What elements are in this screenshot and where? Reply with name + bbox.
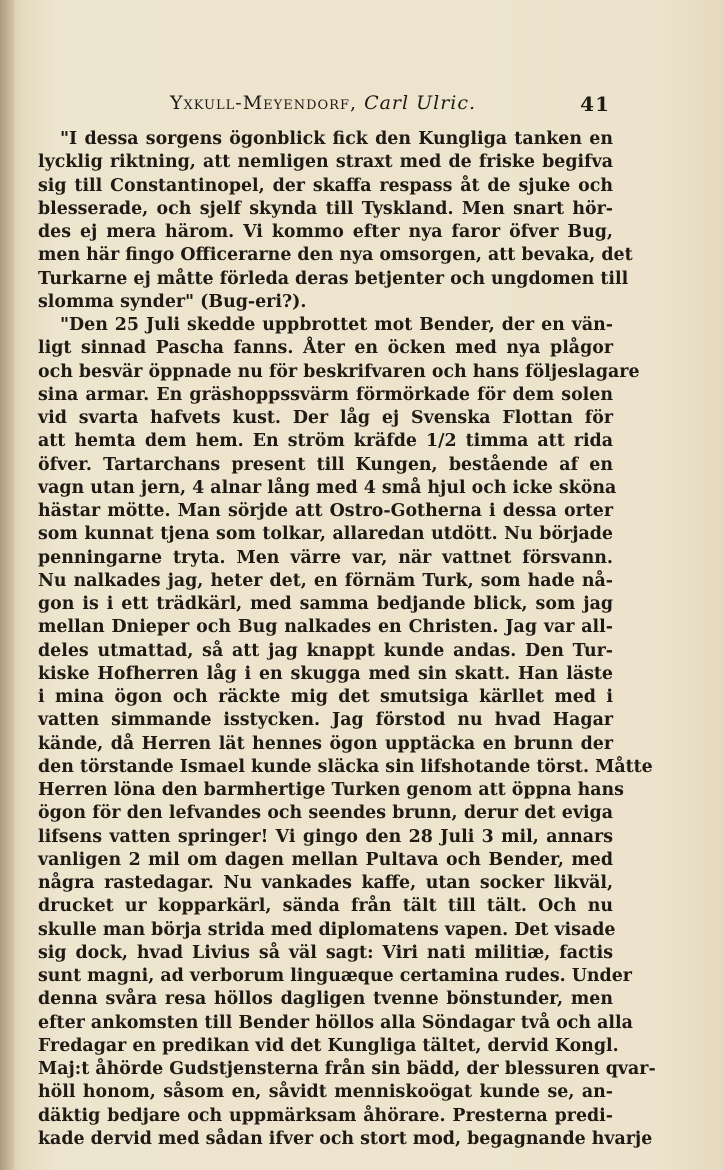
text-line: och besvär öppnade nu för beskrifvaren och hans följeslagare	[38, 361, 640, 382]
page-gutter-shadow	[0, 0, 14, 1170]
text-line: Herren löna den barmhertige Turken genom att öppna hans	[38, 780, 624, 800]
page-header	[170, 92, 610, 124]
body-text	[38, 128, 656, 1151]
text-line: sina armar. En gräshoppssvärm förmörkade för dem solen	[38, 384, 613, 405]
text-line: några rastedagar. Nu vankades kaffe, utan socker likväl,	[38, 873, 613, 893]
text-line: ligt sinnad Pascha fanns. Åter en öcken med nya plågor	[38, 338, 613, 359]
text-line: sig dock, hvad Livius så väl sagt: Viri nati militiæ, factis	[38, 942, 613, 963]
text-line: "I dessa sorgens ögonblick fick den Kungliga tanken en	[60, 129, 613, 149]
text-line: Fredagar en predikan vid det Kungliga tältet, dervid Kongl.	[38, 1035, 619, 1056]
running-head	[170, 92, 476, 114]
text-line: sig till Constantinopel, der skaffa respass åt de sjuke och	[38, 175, 613, 196]
text-line: penningarne tryta. Men värre var, när vattnet försvann.	[38, 547, 613, 568]
text-line: däktig bedjare och uppmärksam åhörare. Presterna predi-	[38, 1105, 613, 1126]
text-line: des ej mera härom. Vi kommo efter nya faror öfver Bug,	[38, 222, 613, 242]
page-number: 41	[580, 92, 610, 116]
text-line: ögon för den lefvandes och seendes brunn, derur det eviga	[38, 803, 613, 824]
text-line: kade dervid med sådan ifver och stort mod, begagnande hvarje	[38, 1128, 653, 1149]
text-line: slomma synder" (Bug-eri?).	[38, 291, 307, 312]
running-head-given-name: Carl Ulric.	[364, 92, 477, 114]
text-line: vatten simmande isstycken. Jag förstod nu hvad Hagar	[38, 710, 613, 731]
text-line: den törstande Ismael kunde släcka sin lifshotande törst. Måtte	[38, 756, 653, 777]
text-line: lifsens vatten springer! Vi gingo den 28 Juli 3 mil, annars	[38, 826, 613, 847]
text-line: vanligen 2 mil om dagen mellan Pultava och Bender, med	[38, 849, 613, 870]
text-line: hästar mötte. Man sörjde att Ostro-Gotherna i dessa orter	[38, 501, 613, 521]
text-line: gon is i ett trädkärl, med samma bedjande blick, som jag	[38, 594, 613, 614]
text-line: skulle man börja strida med diplomatens vapen. Det visade	[38, 919, 616, 940]
text-line: drucket ur kopparkärl, sända från tält till tält. Och nu	[38, 896, 613, 917]
text-line: sunt magni, ad verborum linguæque certamina rudes. Under	[38, 966, 632, 986]
text-line: kände, då Herren lät hennes ögon upptäcka en brunn der	[38, 733, 613, 754]
text-line: vagn utan jern, 4 alnar lång med 4 små hjul och icke sköna	[38, 477, 617, 498]
text-line: att hemta dem hem. En ström kräfde 1/2 timma att rida	[38, 431, 613, 452]
text-line: vid svarta hafvets kust. Der låg ej Svenska Flottan för	[38, 408, 613, 428]
running-head-author: Yxkull-Meyendorf,	[170, 92, 358, 114]
text-line: kiske Hofherren låg i en skugga med sin skatt. Han läste	[38, 663, 613, 684]
text-line: höll honom, såsom en, såvidt menniskoögat kunde se, an-	[38, 1082, 613, 1103]
text-line: blesserade, och sjelf skynda till Tyskland. Men snart hör-	[38, 198, 613, 219]
text-line: Nu nalkades jag, heter det, en förnäm Turk, som hade nå-	[38, 570, 613, 591]
text-line: men här fingo Officerarne den nya omsorgen, att bevaka, det	[38, 245, 633, 266]
text-line: mellan Dnieper och Bug nalkades en Christen. Jag var all-	[38, 617, 613, 638]
text-line: öfver. Tartarchans present till Kungen, bestående af en	[38, 454, 613, 475]
text-line: lycklig riktning, att nemligen straxt med de friske begifva	[38, 152, 613, 173]
text-line: Maj:t åhörde Gudstjensterna från sin bädd, der blessuren qvar-	[38, 1059, 656, 1079]
text-line: efter ankomsten till Bender höllos alla Söndagar två och alla	[38, 1012, 633, 1033]
text-line: Turkarne ej måtte förleda deras betjenter och ungdomen till	[38, 268, 629, 289]
text-line: deles utmattad, så att jag knappt kunde andas. Den Tur-	[38, 640, 613, 661]
text-line: som kunnat tjena som tolkar, allaredan utdött. Nu började	[38, 524, 613, 545]
text-line: "Den 25 Juli skedde uppbrottet mot Bender, der en vän-	[60, 315, 613, 335]
text-line: i mina ögon och räckte mig det smutsiga kärllet med i	[38, 687, 613, 707]
text-line: denna svåra resa höllos dagligen tvenne bönstunder, men	[38, 989, 613, 1010]
